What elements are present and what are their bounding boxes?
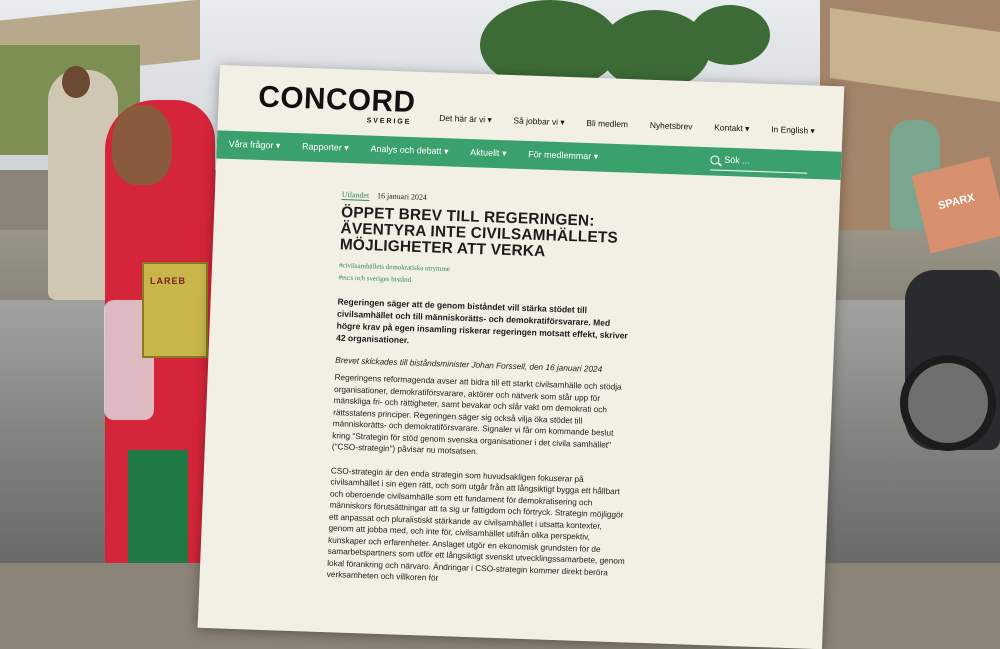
article-title: ÖPPET BREV TILL REGERINGEN: ÄVENTYRA INTE CIVILSAMHÄLLETS MÖJLIGHETER ATT VERKA [339, 204, 619, 261]
nav-vara-fragor[interactable]: Våra frågor ▾ [228, 138, 281, 151]
search-input[interactable] [710, 153, 808, 173]
article-byline: Brevet skickades till biståndsminister Johan Forssell, den 16 januari 2024 [335, 354, 603, 374]
nav-nyhetsbrev[interactable]: Nyhetsbrev [649, 120, 693, 132]
nav-for-medlemmar[interactable]: För medlemmar ▾ [528, 149, 599, 162]
nav-in-english[interactable]: In English ▾ [771, 124, 815, 136]
book-text: LAREB [150, 276, 186, 286]
crate-text: SPARX [937, 191, 976, 213]
search-placeholder: Sök ... [724, 154, 750, 166]
website-screenshot [198, 65, 845, 649]
article-paragraph: CSO-strategin är den enda strategin som huvudsakligen fokuserar på civilsamhället i sin egen rätt, och som utgår från att långsiktigt bygga ett hållbart och oberoende civilsamhälle som ett fundament för demokratisering och människors förutsättningar att ta sig ur fattigdom och förtryck. Strategin möjliggör ett anpassat och pluralistiskt stärkande av civilsamhället i utsatta kontexter, genom att jobba med, och inte för, civilsamhället utifrån olika perspektiv, kunskaper och erfarenheter. Anslaget utgör en ekonomisk grundsten för de samarbetspartners som utför ett långsiktigt svenskt utvecklingssamarbete, genom lokal förankring och närvaro. Ändringar i CSO-strategin kommer direkt beröra verksamheten och villkoren för [326, 464, 625, 583]
nav-sa-jobbar-vi[interactable]: Så jobbar vi ▾ [513, 115, 565, 128]
article-category-link[interactable]: Utlandet [341, 189, 370, 200]
article-date: 16 januari 2024 [376, 191, 428, 202]
article-tags [338, 259, 636, 293]
concord-logo-subtitle: SVERIGE [366, 117, 412, 126]
search-icon[interactable] [710, 155, 719, 164]
top-navigation [439, 113, 815, 137]
nav-rapporter[interactable]: Rapporter ▾ [301, 141, 349, 153]
article-lead: Regeringen säger att de genom biståndet vill stärka stödet till civilsamhället och till människorätts- och demokratiförsvarare. Med högre krav på egen insamling riskerar regeringen motsatt effekt, skriver 42 organisationer. [335, 296, 628, 346]
walking-man-head [62, 66, 90, 98]
nav-aktuellt[interactable]: Aktuellt ▾ [470, 147, 507, 159]
nav-analys-och-debatt[interactable]: Analys och debatt ▾ [370, 143, 449, 157]
nav-bli-medlem[interactable]: Bli medlem [586, 117, 629, 130]
tag-link[interactable]: #eu:s och sveriges bistånd [338, 273, 412, 284]
nav-det-har-ar-vi[interactable]: Det här är vi ▾ [439, 112, 492, 125]
concord-logo[interactable]: CONCORD [257, 80, 417, 119]
nav-kontakt[interactable]: Kontakt ▾ [714, 122, 750, 134]
girl-green-trousers [128, 450, 188, 563]
tag-link[interactable]: #civilsamhällets demokratiska utrymme [338, 261, 451, 274]
girl-face [112, 105, 172, 185]
motorbike-wheel [900, 355, 996, 451]
article [327, 190, 640, 591]
article-paragraph: Regeringens reformagenda avser att bidra till ett starkt civilsamhälle och stödja organisationer, demokratiförsvarare, aktörer och nätverk som står upp för mänskliga fri- och rättigheter, samt bevakar och slår vakt om demokrati och rättsstatens principer. Regeringen säger sig också vilja öka stödet till människorätts- och demokratiförsvarare. Signaler vi får om kommande beslut kring "Strategin för stöd genom svenska organisationer i det civila samhället" ("CSO-strategin") påvisar nu motsatsen. [331, 371, 622, 457]
tree [690, 5, 770, 65]
